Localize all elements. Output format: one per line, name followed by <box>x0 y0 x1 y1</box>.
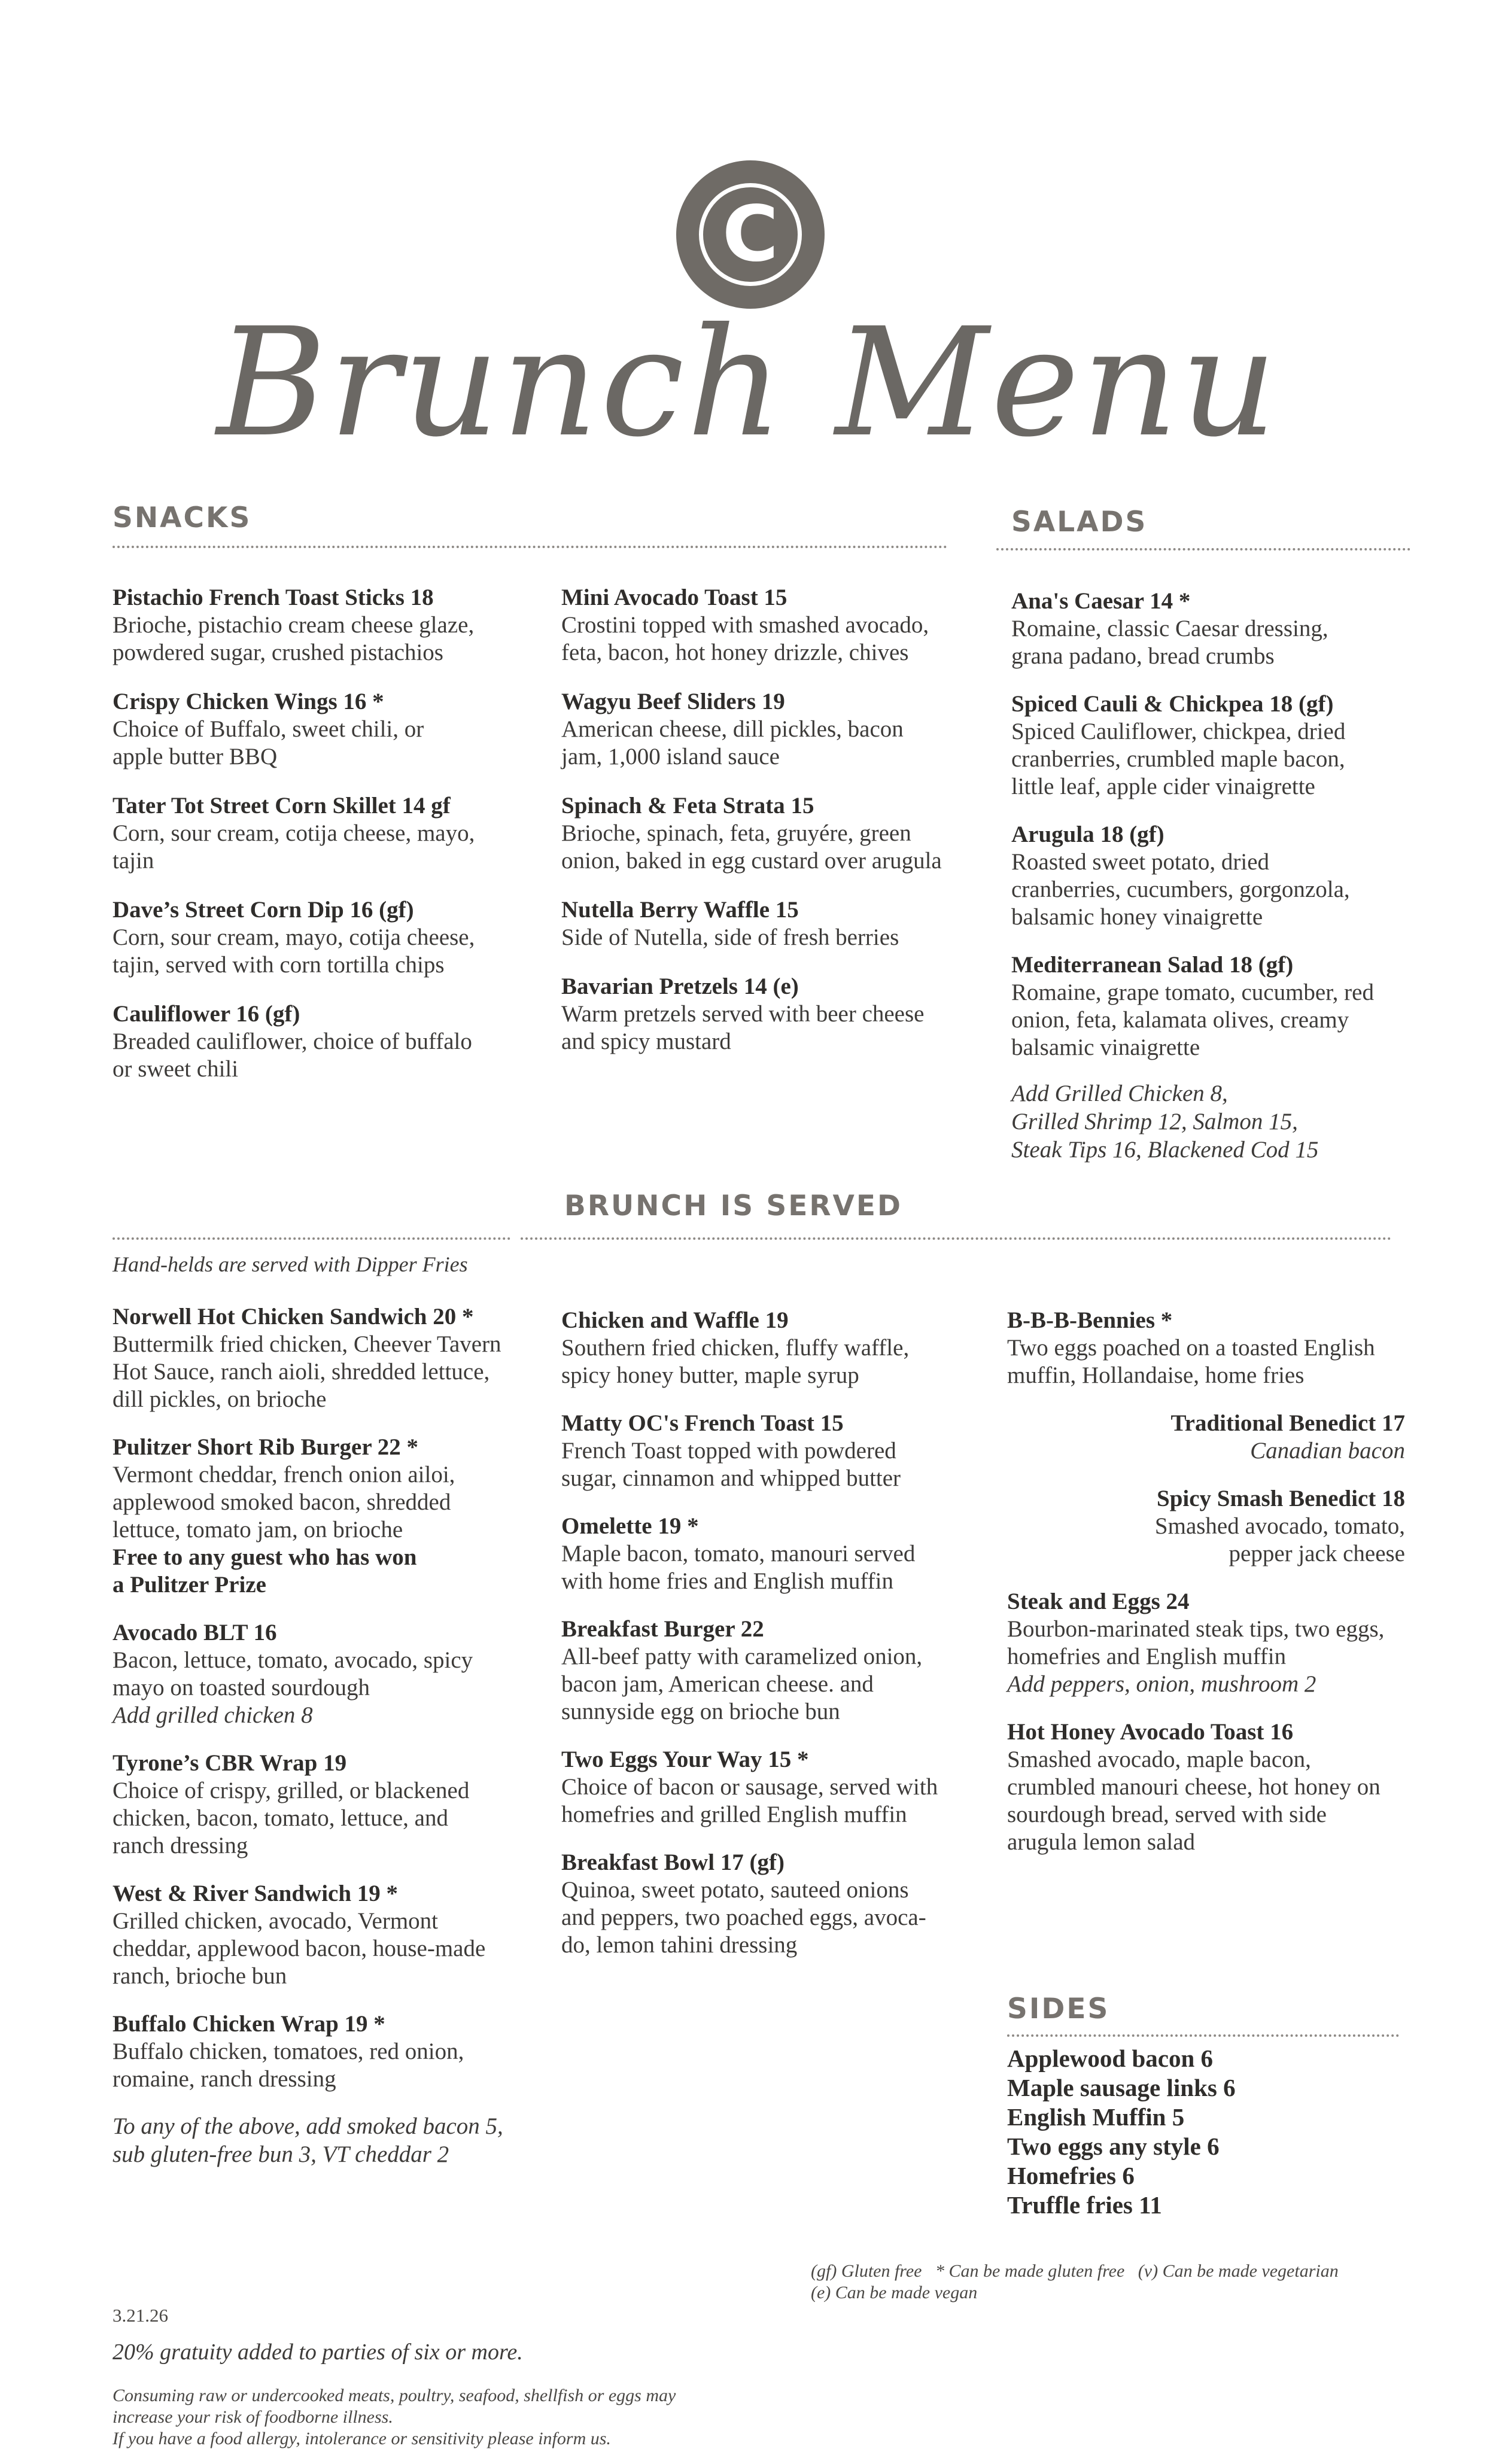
item-desc: Smashed avocado, tomato, pepper jack cheese <box>1154 1513 1405 1566</box>
item-name: Wagyu Beef Sliders 19 <box>561 689 785 714</box>
brunch-col1-footer: To any of the above, add smoked bacon 5, sub gluten-free bun 3, VT cheddar 2 <box>112 2113 503 2167</box>
side-item: English Muffin 5 <box>1007 2103 1185 2131</box>
item-desc: Warm pretzels served with beer cheese and spicy mustard <box>561 1001 925 1054</box>
item-name: Bavarian Pretzels 14 (e) <box>561 974 799 999</box>
food-safety-warning: Consuming raw or undercooked meats, poultry, seafood, shellfish or eggs may increase your risk of foodborne illness. If you have a food allergy, intolerance or sensitivity please inform us. <box>112 2386 676 2448</box>
item-name: Omelette 19 * <box>561 1513 699 1539</box>
item-name: Dave’s Street Corn Dip 16 (gf) <box>112 897 414 923</box>
salad-addons: Add Grilled Chicken 8, Grilled Shrimp 12, Salmon 15, Steak Tips 16, Blackened Cod 15 <box>1011 1081 1319 1163</box>
item-name: B-B-B-Bennies * <box>1007 1307 1173 1333</box>
menu-title: Brunch Menu <box>217 296 1279 470</box>
item-desc: Choice of Buffalo, sweet chili, or apple butter BBQ <box>112 716 424 769</box>
item-desc: Quinoa, sweet potato, sauteed onions and peppers, two poached eggs, avoca- do, lemon tahini dressing <box>561 1877 926 1958</box>
item-desc: Side of Nutella, side of fresh berries <box>561 924 899 950</box>
brunch-divider-right <box>521 1237 1391 1240</box>
menu-item <box>112 1434 543 1599</box>
snacks-column-1 <box>112 584 537 1083</box>
menu-item <box>112 896 537 979</box>
item-desc: Bourbon-marinated steak tips, two eggs, homefries and English muffin <box>1007 1616 1385 1669</box>
item-name: Mini Avocado Toast 15 <box>561 585 787 610</box>
menu-item <box>112 1750 543 1860</box>
item-desc: Corn, sour cream, mayo, cotija cheese, tajin, served with corn tortilla chips <box>112 924 475 978</box>
legend-line-2: (e) Can be made vegan <box>811 2283 978 2302</box>
item-desc: Vermont cheddar, french onion ailoi, applewood smoked bacon, shredded lettuce, tomato jam, on brioche <box>112 1462 455 1543</box>
item-desc: Canadian bacon <box>1250 1438 1405 1464</box>
item-desc: French Toast topped with powdered sugar, cinnamon and whipped butter <box>561 1438 901 1491</box>
menu-item <box>1007 1588 1405 1698</box>
item-desc: All-beef patty with caramelized onion, bacon jam, American cheese. and sunnyside egg on brioche bun <box>561 1644 923 1724</box>
menu-item <box>1011 821 1418 931</box>
legend <box>811 2261 1409 2304</box>
menu-item <box>561 1410 974 1492</box>
item-name: Chicken and Waffle 19 <box>561 1307 789 1333</box>
salads-heading: SALADS <box>1011 506 1148 539</box>
sides-divider <box>1007 2034 1399 2037</box>
menu-item <box>1007 1485 1405 1568</box>
snacks-column-2 <box>561 584 980 1055</box>
item-desc: Maple bacon, tomato, manouri served with home fries and English muffin <box>561 1541 916 1594</box>
item-desc: Corn, sour cream, cotija cheese, mayo, tajin <box>112 820 475 874</box>
item-desc: Romaine, grape tomato, cucumber, red onion, feta, kalamata olives, creamy balsamic vinaigrette <box>1011 979 1374 1060</box>
item-desc: Romaine, classic Caesar dressing, grana padano, bread crumbs <box>1011 616 1328 669</box>
item-name: Avocado BLT 16 <box>112 1620 277 1645</box>
menu-item <box>1011 588 1418 670</box>
item-name: Tater Tot Street Corn Skillet 14 gf <box>112 793 451 819</box>
logo-letter: C <box>722 190 779 279</box>
brunch-heading: BRUNCH IS SERVED <box>564 1190 903 1222</box>
item-desc: Spiced Cauliflower, chickpea, dried cranberries, crumbled maple bacon, little leaf, apple cider vinaigrette <box>1011 719 1346 799</box>
menu-item <box>561 584 980 667</box>
menu-item <box>561 1513 974 1595</box>
sides-list <box>1007 2044 1402 2220</box>
item-name: Spiced Cauli & Chickpea 18 (gf) <box>1011 691 1334 717</box>
menu-item <box>112 1000 537 1083</box>
menu-date: 3.21.26 <box>112 2305 168 2326</box>
item-desc: Two eggs poached on a toasted English muffin, Hollandaise, home fries <box>1007 1335 1375 1388</box>
sides-heading: SIDES <box>1007 1993 1110 2025</box>
item-name: Traditional Benedict 17 <box>1170 1410 1405 1436</box>
item-name: Two Eggs Your Way 15 * <box>561 1747 809 1772</box>
item-name: Spicy Smash Benedict 18 <box>1157 1486 1405 1511</box>
item-desc: Crostini topped with smashed avocado, feta, bacon, hot honey drizzle, chives <box>561 612 929 665</box>
item-desc: Bacon, lettuce, tomato, avocado, spicy mayo on toasted sourdough <box>112 1647 473 1701</box>
item-name: Arugula 18 (gf) <box>1011 822 1164 847</box>
handhelds-note: Hand-helds are served with Dipper Fries <box>112 1252 468 1276</box>
gratuity-note: 20% gratuity added to parties of six or more. <box>112 2340 523 2365</box>
brunch-column-2 <box>561 1307 974 1959</box>
item-desc: Grilled chicken, avocado, Vermont cheddar, applewood bacon, house-made ranch, brioche bun <box>112 1908 486 1989</box>
item-name: Pulitzer Short Rib Burger 22 * <box>112 1434 418 1460</box>
c-logo-icon <box>676 160 825 309</box>
item-bold-note: Free to any guest who has won a Pulitzer Prize <box>112 1544 417 1598</box>
snacks-divider <box>112 546 947 548</box>
item-name: Norwell Hot Chicken Sandwich 20 * <box>112 1304 474 1330</box>
item-note: Add peppers, onion, mushroom 2 <box>1007 1671 1316 1697</box>
item-desc: Breaded cauliflower, choice of buffalo or sweet chili <box>112 1029 472 1082</box>
salads-column <box>1011 588 1418 1164</box>
item-desc: Choice of bacon or sausage, served with homefries and grilled English muffin <box>561 1774 938 1827</box>
menu-item <box>1007 1718 1405 1856</box>
menu-item <box>1011 690 1418 801</box>
item-name: Nutella Berry Waffle 15 <box>561 897 799 923</box>
menu-item <box>561 973 980 1055</box>
item-desc: Brioche, pistachio cream cheese glaze, powdered sugar, crushed pistachios <box>112 612 475 665</box>
side-item: Two eggs any style 6 <box>1007 2133 1220 2160</box>
menu-item <box>112 688 537 771</box>
menu-item <box>112 1303 543 1413</box>
item-name: Crispy Chicken Wings 16 * <box>112 689 384 714</box>
item-desc: Roasted sweet potato, dried cranberries, cucumbers, gorgonzola, balsamic honey vinaigrette <box>1011 849 1350 930</box>
item-name: Ana's Caesar 14 * <box>1011 588 1191 614</box>
menu-item <box>561 1616 974 1726</box>
menu-item <box>561 1307 974 1389</box>
brunch-divider-left <box>112 1237 510 1240</box>
side-item: Truffle fries 11 <box>1007 2191 1162 2219</box>
item-name: Spinach & Feta Strata 15 <box>561 793 814 819</box>
item-desc: Southern fried chicken, fluffy waffle, spicy honey butter, maple syrup <box>561 1335 910 1388</box>
side-item: Homefries 6 <box>1007 2162 1135 2189</box>
item-desc: American cheese, dill pickles, bacon jam, 1,000 island sauce <box>561 716 904 769</box>
item-name: Breakfast Bowl 17 (gf) <box>561 1849 785 1875</box>
menu-item <box>1007 1410 1405 1465</box>
menu-item <box>112 1619 543 1729</box>
menu-item <box>1007 1307 1405 1389</box>
item-name: Breakfast Burger 22 <box>561 1616 764 1642</box>
item-desc: Smashed avocado, maple bacon, crumbled manouri cheese, hot honey on sourdough bread, served with side arugula lemon salad <box>1007 1747 1381 1855</box>
salads-divider <box>996 548 1410 550</box>
menu-item <box>561 1849 974 1959</box>
menu-item <box>112 1880 543 1990</box>
item-desc: Brioche, spinach, feta, gruyére, green onion, baked in egg custard over arugula <box>561 820 942 874</box>
item-name: Pistachio French Toast Sticks 18 <box>112 585 434 610</box>
menu-item <box>112 792 537 875</box>
brunch-column-1 <box>112 1303 543 2168</box>
item-name: Hot Honey Avocado Toast 16 <box>1007 1719 1294 1745</box>
item-desc: Buffalo chicken, tomatoes, red onion, romaine, ranch dressing <box>112 2039 464 2092</box>
item-name: Steak and Eggs 24 <box>1007 1589 1190 1614</box>
menu-item <box>1011 951 1418 1061</box>
item-name: West & River Sandwich 19 * <box>112 1881 399 1906</box>
item-desc: Buttermilk fried chicken, Cheever Tavern Hot Sauce, ranch aioli, shredded lettuce, dill pickles, on brioche <box>112 1331 501 1412</box>
menu-item <box>112 584 537 667</box>
menu-item <box>561 1746 974 1829</box>
item-name: Matty OC's French Toast 15 <box>561 1410 844 1436</box>
legend-line-1: (gf) Gluten free * Can be made gluten free (v) Can be made vegetarian <box>811 2261 1339 2281</box>
item-name: Cauliflower 16 (gf) <box>112 1001 300 1027</box>
side-item: Maple sausage links 6 <box>1007 2074 1236 2101</box>
snacks-heading: SNACKS <box>112 501 252 534</box>
menu-item <box>561 688 980 771</box>
item-name: Tyrone’s CBR Wrap 19 <box>112 1750 347 1776</box>
side-item: Applewood bacon 6 <box>1007 2045 1214 2072</box>
item-name: Buffalo Chicken Wrap 19 * <box>112 2011 385 2037</box>
menu-item <box>561 792 980 875</box>
item-name: Mediterranean Salad 18 (gf) <box>1011 952 1294 978</box>
item-desc: Choice of crispy, grilled, or blackened chicken, bacon, tomato, lettuce, and ranch dressing <box>112 1778 470 1858</box>
menu-item <box>561 896 980 951</box>
menu-item <box>112 2010 543 2093</box>
brunch-column-3 <box>1007 1307 1405 1856</box>
item-note: Add grilled chicken 8 <box>112 1702 313 1728</box>
